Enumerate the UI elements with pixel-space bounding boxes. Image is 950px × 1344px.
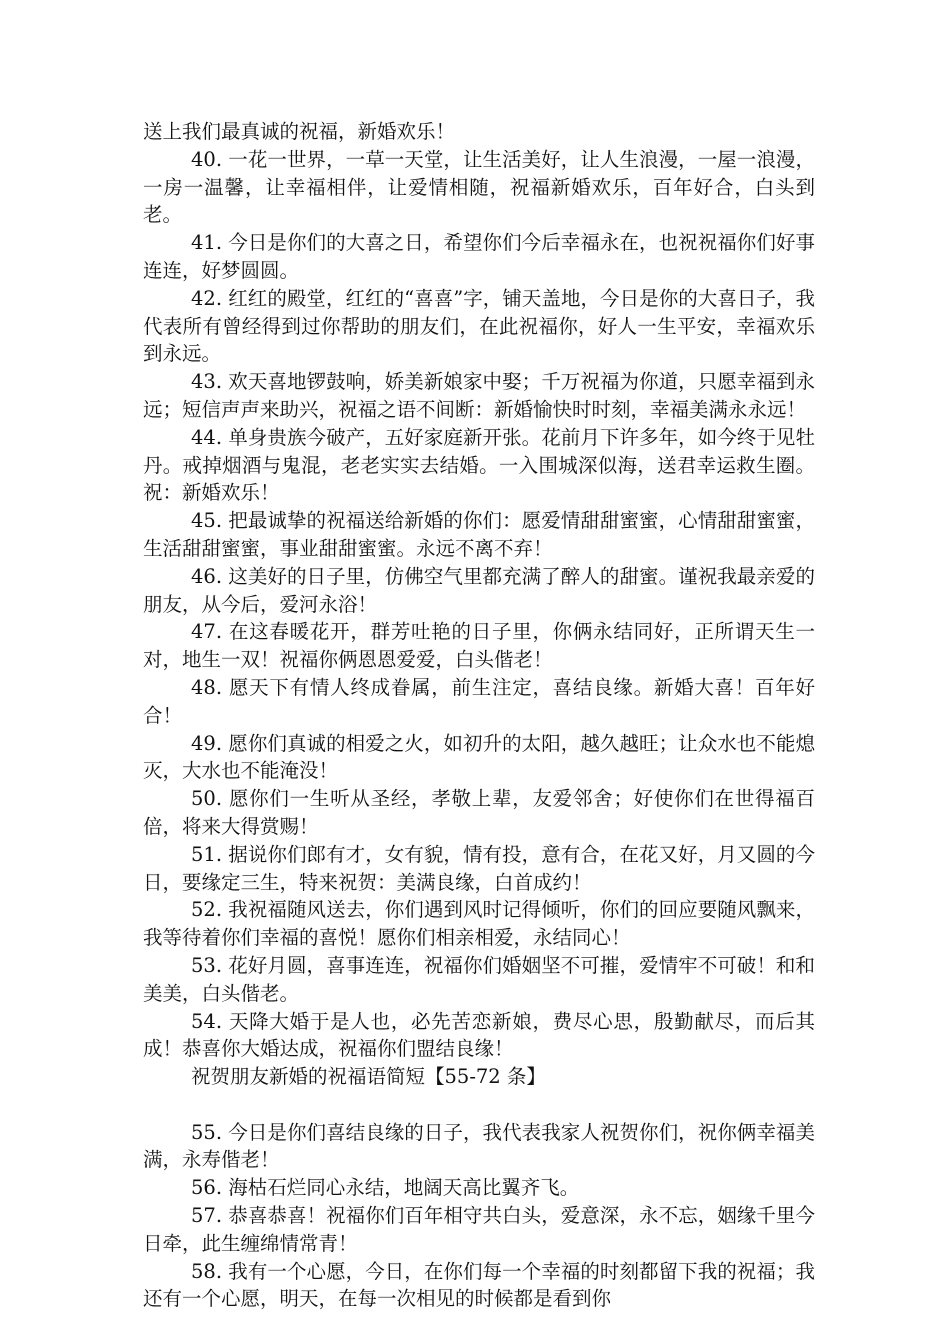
blessing-list-2 — [143, 1119, 815, 1314]
item-text: 愿天下有情人终成眷属，前生注定，喜结良缘。新婚大喜！百年好合！ — [143, 675, 815, 727]
item-number: 52. — [191, 898, 223, 922]
item-number: 49. — [191, 731, 223, 755]
blessing-item — [143, 730, 815, 786]
item-text: 把最诚挚的祝福送给新婚的你们：愿爱情甜甜蜜蜜，心情甜甜蜜蜜，生活甜甜蜜蜜，事业甜甜蜜蜜。永远不离不弃！ — [143, 509, 815, 560]
item-text: 今日是你们的大喜之日，希望你们今后幸福永在，也祝祝福你们好事连连，好梦圆圆。 — [143, 231, 815, 282]
blessing-item — [143, 563, 815, 619]
item-number: 53. — [191, 953, 223, 977]
blessing-item — [143, 285, 815, 368]
item-text: 这美好的日子里，仿佛空气里都充满了醉人的甜蜜。谨祝我最亲爱的朋友，从今后，爱河永浴！ — [143, 564, 815, 616]
item-number: 46. — [191, 564, 223, 588]
item-text: 今日是你们喜结良缘的日子，我代表我家人祝贺你们，祝你俩幸福美满，永寿偕老！ — [143, 1120, 815, 1172]
item-text: 我祝福随风送去，你们遇到风时记得倾听，你们的回应要随风飘来，我等待着你们幸福的喜悦！愿你们相亲相爱，永结同心！ — [143, 898, 815, 950]
item-text: 在这春暖花开，群芳吐艳的日子里，你俩永结同好，正所谓天生一对，地生一双！祝福你俩恩恩爱爱，白头偕老！ — [143, 620, 815, 672]
blessing-item — [143, 841, 815, 897]
blank-line — [143, 1091, 815, 1119]
item-text: 一花一世界，一草一天堂，让生活美好，让人生浪漫，一屋一浪漫，一房一温馨，让幸福相伴，让爱情相随，祝福新婚欢乐，百年好合，白头到老。 — [143, 147, 815, 227]
item-text: 红红的殿堂，红红的“喜喜”字，铺天盖地，今日是你的大喜日子，我代表所有曾经得到过你帮助的朋友们，在此祝福你，好人一生平安，幸福欢乐到永远。 — [143, 286, 815, 366]
item-number: 50. — [191, 787, 223, 811]
blessing-item — [143, 785, 815, 841]
blessing-item — [143, 618, 815, 674]
item-number: 55. — [191, 1120, 223, 1144]
blessing-item — [143, 1008, 815, 1064]
blessing-item — [143, 896, 815, 952]
blessing-item — [143, 507, 815, 563]
item-text: 据说你们郎有才，女有貌，情有投，意有合，在花又好，月又圆的今日，要缘定三生，特来祝贺：美满良缘，白首成约！ — [143, 842, 815, 894]
document-page — [143, 118, 815, 1313]
blessing-item — [143, 674, 815, 730]
item-number: 54. — [191, 1009, 223, 1033]
item-number: 42. — [191, 286, 223, 310]
item-number: 45. — [191, 509, 223, 533]
item-number: 58. — [191, 1259, 223, 1283]
blessing-item — [143, 146, 815, 229]
item-number: 56. — [191, 1176, 223, 1200]
blessing-item — [143, 229, 815, 285]
blessing-list-1 — [143, 146, 815, 1063]
item-number: 51. — [191, 842, 223, 866]
blessing-item — [143, 1174, 815, 1202]
item-number: 41. — [191, 231, 223, 255]
item-number: 43. — [191, 370, 223, 394]
item-text: 愿你们真诚的相爱之火，如初升的太阳，越久越旺；让众水也不能熄灭，大水也不能淹没！ — [143, 731, 815, 783]
item-text: 我有一个心愿，今日，在你们每一个幸福的时刻都留下我的祝福；我还有一个心愿，明天，在每一次相见的时候都是看到你 — [143, 1259, 815, 1311]
item-number: 40. — [191, 147, 223, 171]
item-number: 57. — [191, 1204, 223, 1228]
item-text: 单身贵族今破产，五好家庭新开张。花前月下许多年，如今终于见牡丹。戒掉烟酒与鬼混，老老实实去结婚。一入围城深似海，送君幸运救生圈。祝：新婚欢乐！ — [143, 425, 815, 505]
blessing-item — [143, 424, 815, 507]
item-text: 愿你们一生听从圣经，孝敬上辈，友爱邻舍；好使你们在世得福百倍，将来大得赏赐！ — [143, 787, 815, 838]
item-number: 48. — [191, 675, 223, 699]
item-text: 欢天喜地锣鼓响，娇美新娘家中娶；千万祝福为你道，只愿幸福到永远；短信声声来助兴，祝福之语不间断：新婚愉快时时刻，幸福美满永永远！ — [143, 370, 815, 421]
item-number: 47. — [191, 620, 223, 644]
item-text: 天降大婚于是人也，必先苦恋新娘，费尽心思，殷勤献尽，而后其成！恭喜你大婚达成，祝福你们盟结良缘！ — [143, 1009, 815, 1061]
blessing-item — [143, 368, 815, 424]
blessing-item — [143, 1202, 815, 1258]
opening-line: 送上我们最真诚的祝福，新婚欢乐！ — [143, 120, 456, 143]
item-number: 44. — [191, 425, 223, 449]
section-heading: 祝贺朋友新婚的祝福语简短【55-72 条】 — [191, 1065, 546, 1089]
blessing-item — [143, 952, 815, 1008]
blessing-item — [143, 1119, 815, 1175]
item-text: 恭喜恭喜！祝福你们百年相守共白头，爱意深，永不忘，姻缘千里今日牵，此生缠绵情常青！ — [143, 1204, 815, 1255]
blessing-item — [143, 1258, 815, 1314]
item-text: 海枯石烂同心永结，地阔天高比翼齐飞。 — [228, 1176, 580, 1200]
item-text: 花好月圆，喜事连连，祝福你们婚姻坚不可摧，爱情牢不可破！和和美美，白头偕老。 — [143, 953, 815, 1005]
